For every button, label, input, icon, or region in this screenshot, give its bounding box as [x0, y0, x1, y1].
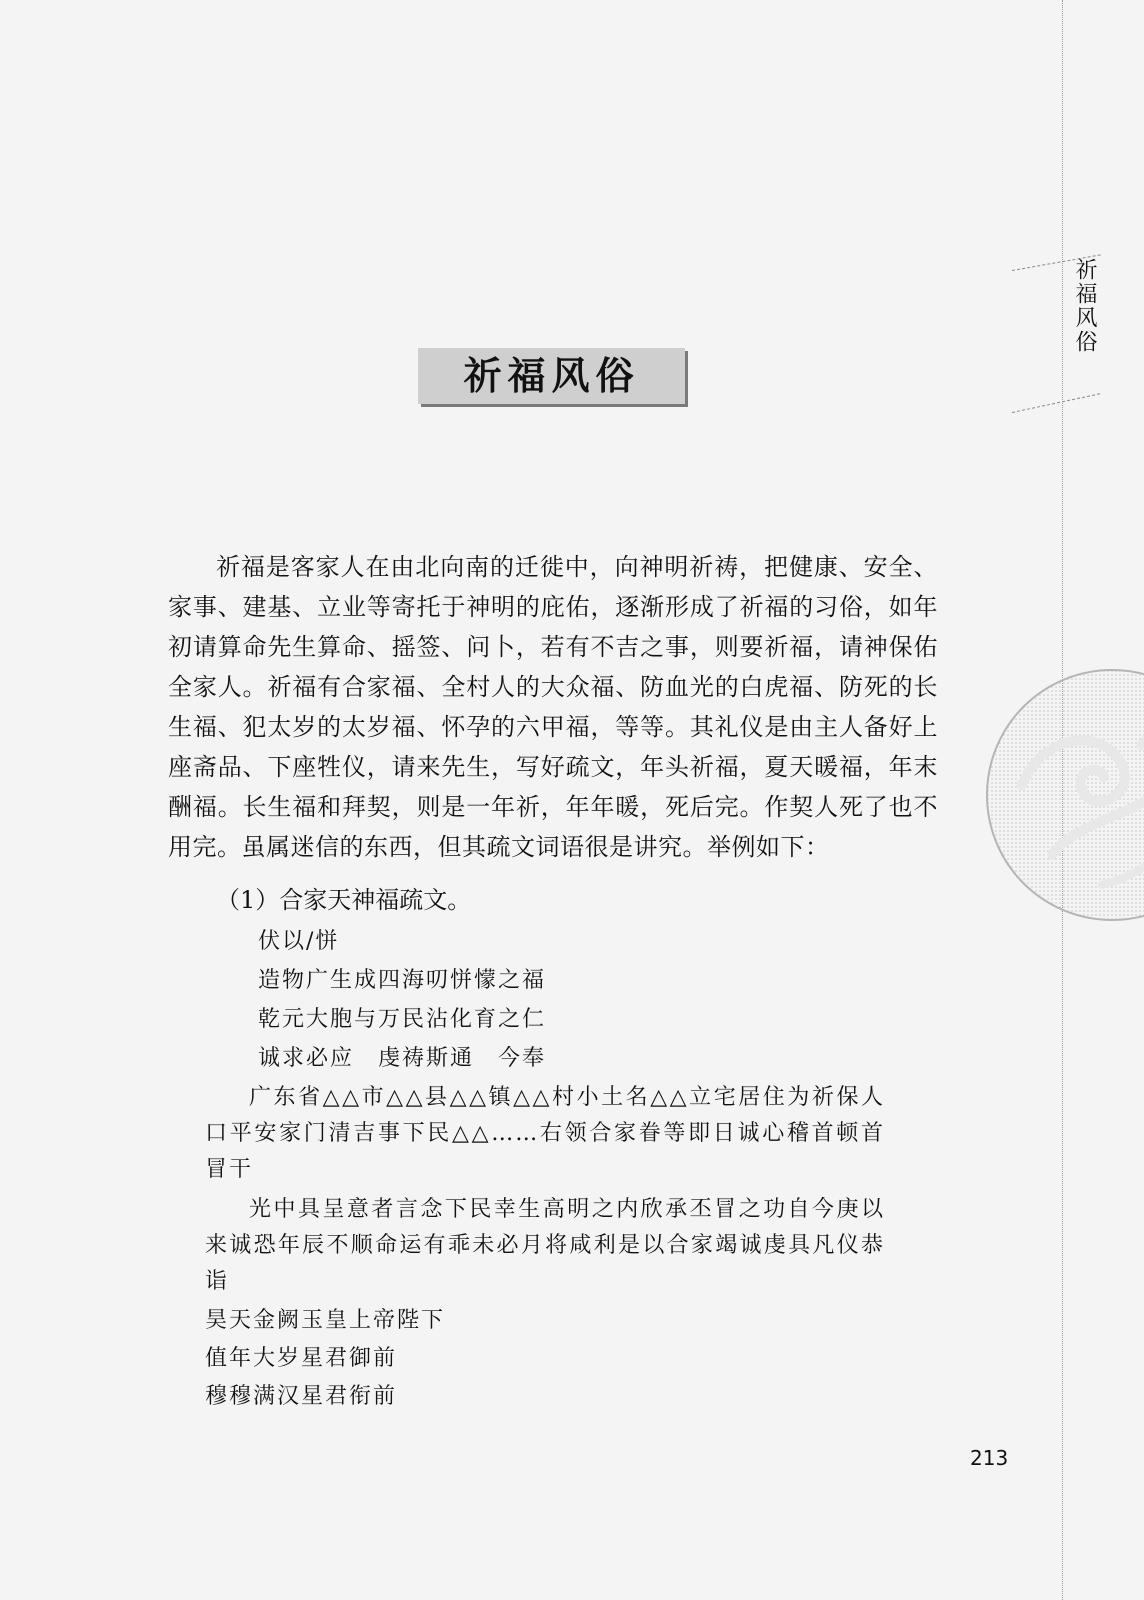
doc-tail-1: 昊天金阙玉皇上帝陛下 — [205, 1308, 446, 1333]
doc-tail-2: 值年大岁星君御前 — [205, 1346, 398, 1371]
doc-block-1: 广东省△△市△△县△△镇△△村小土名△△立宅居住为祈保人口平安家门清吉事下民△△……右领合家眷等即日诚心稽首顿首冒干 — [205, 1085, 885, 1182]
side-tab-rule-bottom — [1012, 393, 1100, 413]
title-box — [418, 348, 685, 404]
doc-line-2: 造物广生成四海叨恲懞之福 — [258, 968, 547, 993]
doc-line-4: 诚求必应 虔祷斯通 今奉 — [258, 1046, 547, 1071]
page-title: 祈福风俗 — [463, 354, 640, 398]
side-tab-label: 祈福风俗 — [1072, 258, 1097, 354]
doc-line-3: 乾元大胞与万民沾化育之仁 — [258, 1007, 547, 1032]
cloud-ornament-icon — [982, 665, 1144, 925]
doc-tail-3: 穆穆满汉星君衔前 — [205, 1384, 398, 1409]
doc-line-1: 伏以/恲 — [258, 929, 340, 954]
intro-paragraph: 祈福是客家人在由北向南的迁徙中，向神明祈祷，把健康、安全、家事、建基、立业等寄托于神明的庇佑，逐渐形成了祈福的习俗，如年初请算命先生算命、摇签、问卜，若有不吉之事，则要祈福，请神保佑全家人。祈福有合家福、全村人的大众福、防血光的白虎福、防死的长生福、犯太岁的太岁福、怀孕的六甲福，等等。其礼仪是由主人备好上座斋品、下座牲仪，请来先生，写好疏文，年头祈福，夏天暖福，年末酬福。长生福和拜契，则是一年祈，年年暖，死后完。作契人死了也不用完。虽属迷信的东西，但其疏文词语很是讲究。举例如下： — [168, 553, 938, 861]
page-number: 213 — [970, 1446, 1009, 1470]
item-1-heading: （1）合家天神福疏文。 — [216, 886, 472, 914]
doc-block-2: 光中具呈意者言念下民幸生高明之内欣承丕冒之功自今庚以来诚恐年辰不顺命运有乖未必月将咸利是以合家竭诚虔具凡仪恭诣 — [205, 1197, 885, 1294]
